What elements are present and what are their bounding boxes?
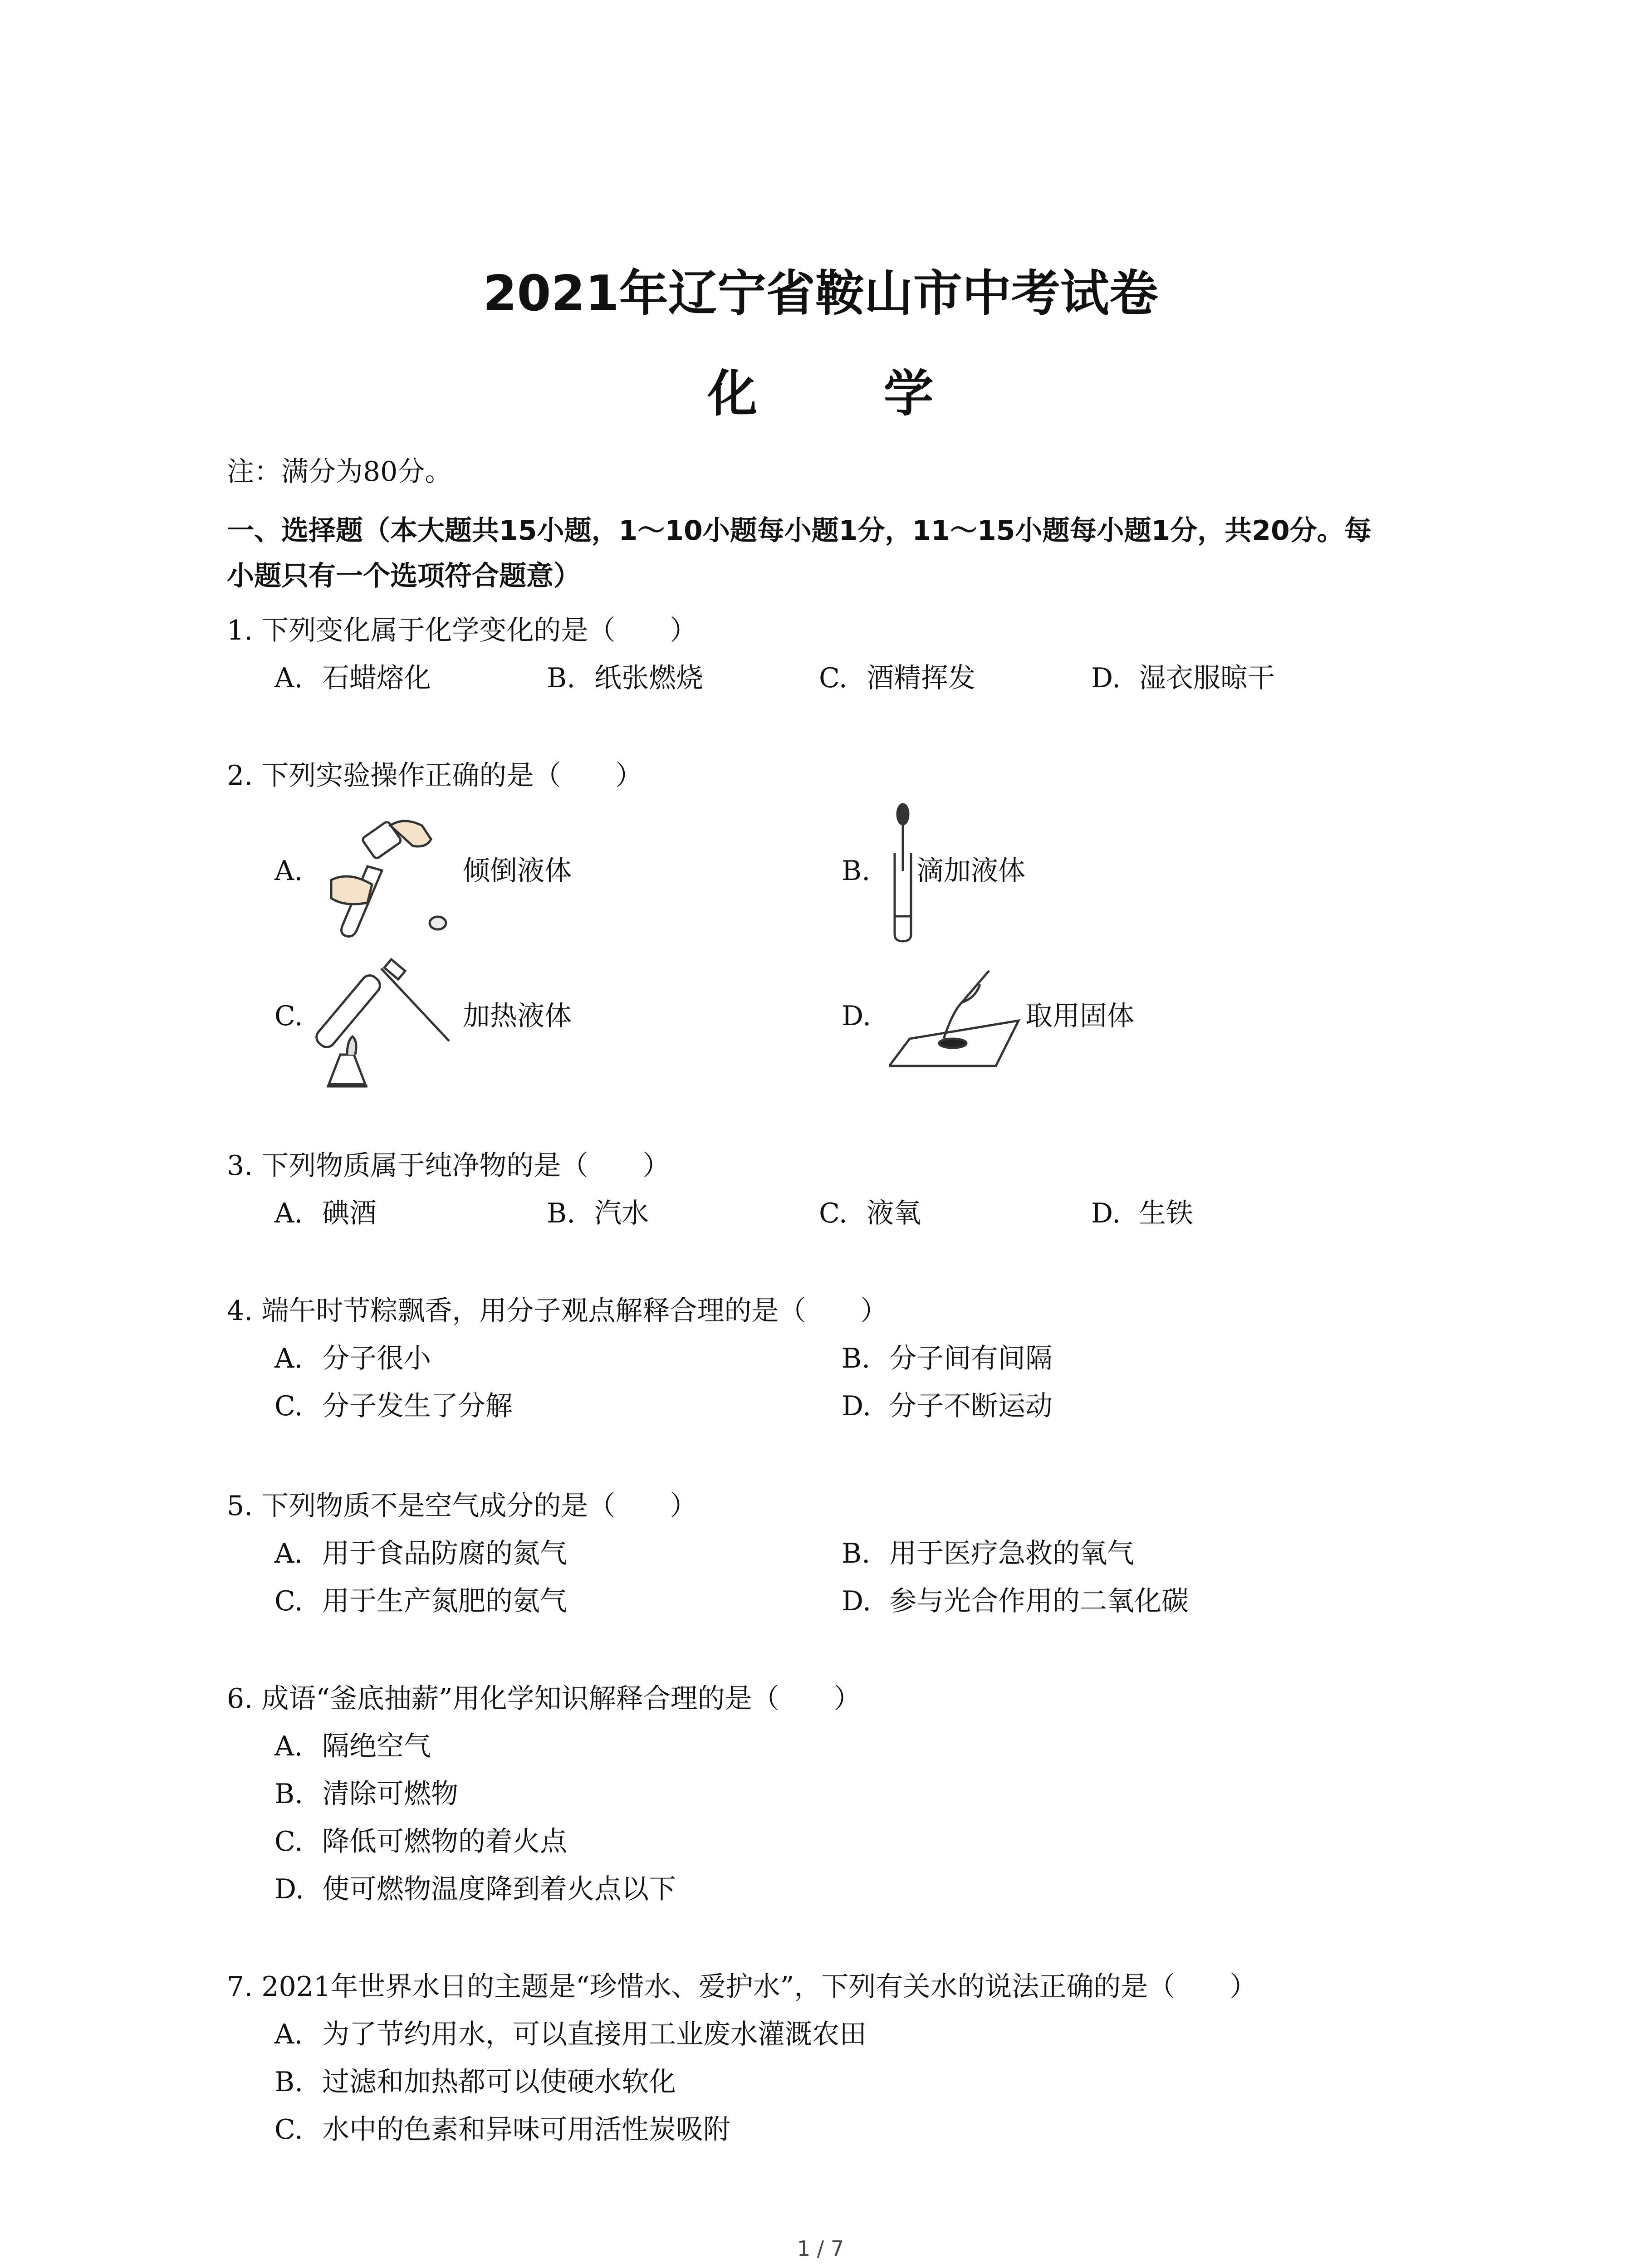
option-label: B.: [274, 1778, 304, 1810]
q4-option-b[interactable]: [842, 1345, 1053, 1372]
question-7-stem: 7. 2021年世界水日的主题是“珍惜水、爱护水”，下列有关水的说法正确的是（ ）: [227, 1971, 1257, 2003]
option-label: C.: [274, 1585, 303, 1617]
q3-option-c[interactable]: [819, 1200, 921, 1227]
option-text: 生铁: [1139, 1198, 1193, 1229]
option-label: B.: [274, 2066, 304, 2098]
option-text: 分子很小: [322, 1343, 431, 1374]
q5-option-c[interactable]: [274, 1585, 567, 1617]
option-text: 用于食品防腐的氮气: [322, 1538, 567, 1569]
question-6-stem: 6. 成语“釜底抽薪”用化学知识解释合理的是（ ）: [227, 1683, 861, 1715]
option-label: D.: [1091, 662, 1121, 694]
heating-liquid-figure: [313, 950, 463, 1095]
exam-title: 2021年辽宁省鞍山市中考试卷: [483, 265, 1158, 322]
question-5-stem: 5. 下列物质不是空气成分的是（ ）: [227, 1490, 697, 1522]
q6-option-d[interactable]: [274, 1873, 676, 1905]
option-text: 用于生产氮肥的氨气: [322, 1585, 567, 1617]
q4-option-d[interactable]: [842, 1390, 1053, 1422]
subject-title: 化 学: [707, 365, 988, 423]
q5-option-d[interactable]: [842, 1585, 1189, 1617]
q2-option-a-text: 倾倒液体: [463, 855, 572, 887]
option-label: A.: [274, 662, 303, 694]
option-text: 纸张燃烧: [594, 662, 703, 694]
q2-option-c-label[interactable]: C.: [274, 1000, 303, 1032]
q1-option-d[interactable]: [1091, 662, 1275, 694]
question-3-stem: 3. 下列物质属于纯净物的是（ ）: [227, 1150, 670, 1182]
option-label: B.: [842, 1343, 871, 1374]
q7-option-a[interactable]: [274, 2021, 867, 2048]
q3-option-a[interactable]: [274, 1200, 377, 1227]
option-text: 石蜡熔化: [322, 662, 431, 694]
option-text: 汽水: [594, 1198, 649, 1229]
q1-option-c[interactable]: [819, 662, 975, 694]
option-label: B.: [842, 1538, 871, 1569]
option-label: A.: [274, 1198, 303, 1229]
question-4-stem: 4. 端午时节粽飘香，用分子观点解释合理的是（ ）: [227, 1295, 888, 1327]
option-text: 过滤和加热都可以使硬水软化: [322, 2066, 676, 2098]
option-label: A.: [274, 1343, 303, 1374]
option-label: C.: [274, 1826, 303, 1857]
q7-option-b[interactable]: [274, 2068, 676, 2096]
question-1-stem: 1. 下列变化属于化学变化的是（ ）: [227, 615, 697, 646]
q2-option-c-text: 加热液体: [463, 1000, 572, 1032]
option-text: 降低可燃物的着火点: [322, 1826, 567, 1857]
option-text: 清除可燃物: [322, 1778, 458, 1810]
option-label: D.: [842, 1390, 872, 1422]
q1-option-b[interactable]: [547, 662, 703, 694]
q5-option-b[interactable]: [842, 1540, 1134, 1567]
option-label: A.: [274, 1730, 303, 1762]
option-label: D.: [1091, 1198, 1121, 1229]
option-text: 隔绝空气: [322, 1730, 431, 1762]
option-text: 液氧: [867, 1198, 921, 1229]
q3-option-b[interactable]: [547, 1200, 649, 1227]
option-label: A.: [274, 2019, 303, 2050]
option-text: 水中的色素和异味可用活性炭吸附: [322, 2114, 730, 2146]
q4-option-c[interactable]: [274, 1390, 513, 1422]
option-text: 碘酒: [322, 1198, 377, 1229]
q1-option-a[interactable]: [274, 662, 431, 694]
q4-option-a[interactable]: [274, 1345, 431, 1372]
option-label: C.: [819, 662, 847, 694]
q7-option-c[interactable]: [274, 2114, 730, 2146]
section-heading-line2: 小题只有一个选项符合题意）: [227, 560, 581, 592]
taking-solid-figure: [889, 966, 1025, 1070]
option-text: 为了节约用水，可以直接用工业废水灌溉农田: [322, 2019, 867, 2050]
option-label: C.: [819, 1198, 847, 1229]
option-label: B.: [547, 662, 576, 694]
option-label: B.: [547, 1198, 576, 1229]
dropper-figure: [885, 803, 921, 943]
q5-option-a[interactable]: [274, 1540, 567, 1567]
option-text: 分子间有间隔: [889, 1343, 1053, 1374]
option-label: C.: [274, 1390, 303, 1422]
option-text: 参与光合作用的二氧化碳: [889, 1585, 1189, 1617]
option-text: 分子不断运动: [889, 1390, 1053, 1422]
q3-option-d[interactable]: [1091, 1200, 1193, 1227]
q2-option-b-label[interactable]: B.: [842, 855, 871, 887]
option-text: 使可燃物温度降到着火点以下: [322, 1873, 676, 1905]
section-heading-line1: 一、选择题（本大题共15小题，1～10小题每小题1分，11～15小题每小题1分，共20分。每: [227, 515, 1372, 547]
q6-option-c[interactable]: [274, 1828, 567, 1855]
option-text: 酒精挥发: [867, 662, 975, 694]
q2-option-a-label[interactable]: A.: [274, 855, 303, 887]
option-label: C.: [274, 2114, 303, 2146]
q2-option-d-text: 取用固体: [1025, 1000, 1134, 1032]
option-text: 湿衣服晾干: [1139, 662, 1275, 694]
option-label: D.: [842, 1585, 872, 1617]
option-text: 分子发生了分解: [322, 1390, 513, 1422]
option-label: D.: [274, 1873, 304, 1905]
question-2-stem: 2. 下列实验操作正确的是（ ）: [227, 760, 643, 792]
option-text: 用于医疗急救的氧气: [889, 1538, 1134, 1569]
q2-option-b-text: 滴加液体: [916, 855, 1025, 887]
q6-option-b[interactable]: [274, 1780, 458, 1808]
q6-option-a[interactable]: [274, 1730, 431, 1762]
score-note: 注：满分为80分。: [227, 456, 452, 488]
page-number: 1 / 7: [797, 2236, 844, 2261]
option-label: A.: [274, 1538, 303, 1569]
q2-option-d-label[interactable]: D.: [842, 1000, 872, 1032]
pouring-liquid-figure: [322, 807, 458, 939]
